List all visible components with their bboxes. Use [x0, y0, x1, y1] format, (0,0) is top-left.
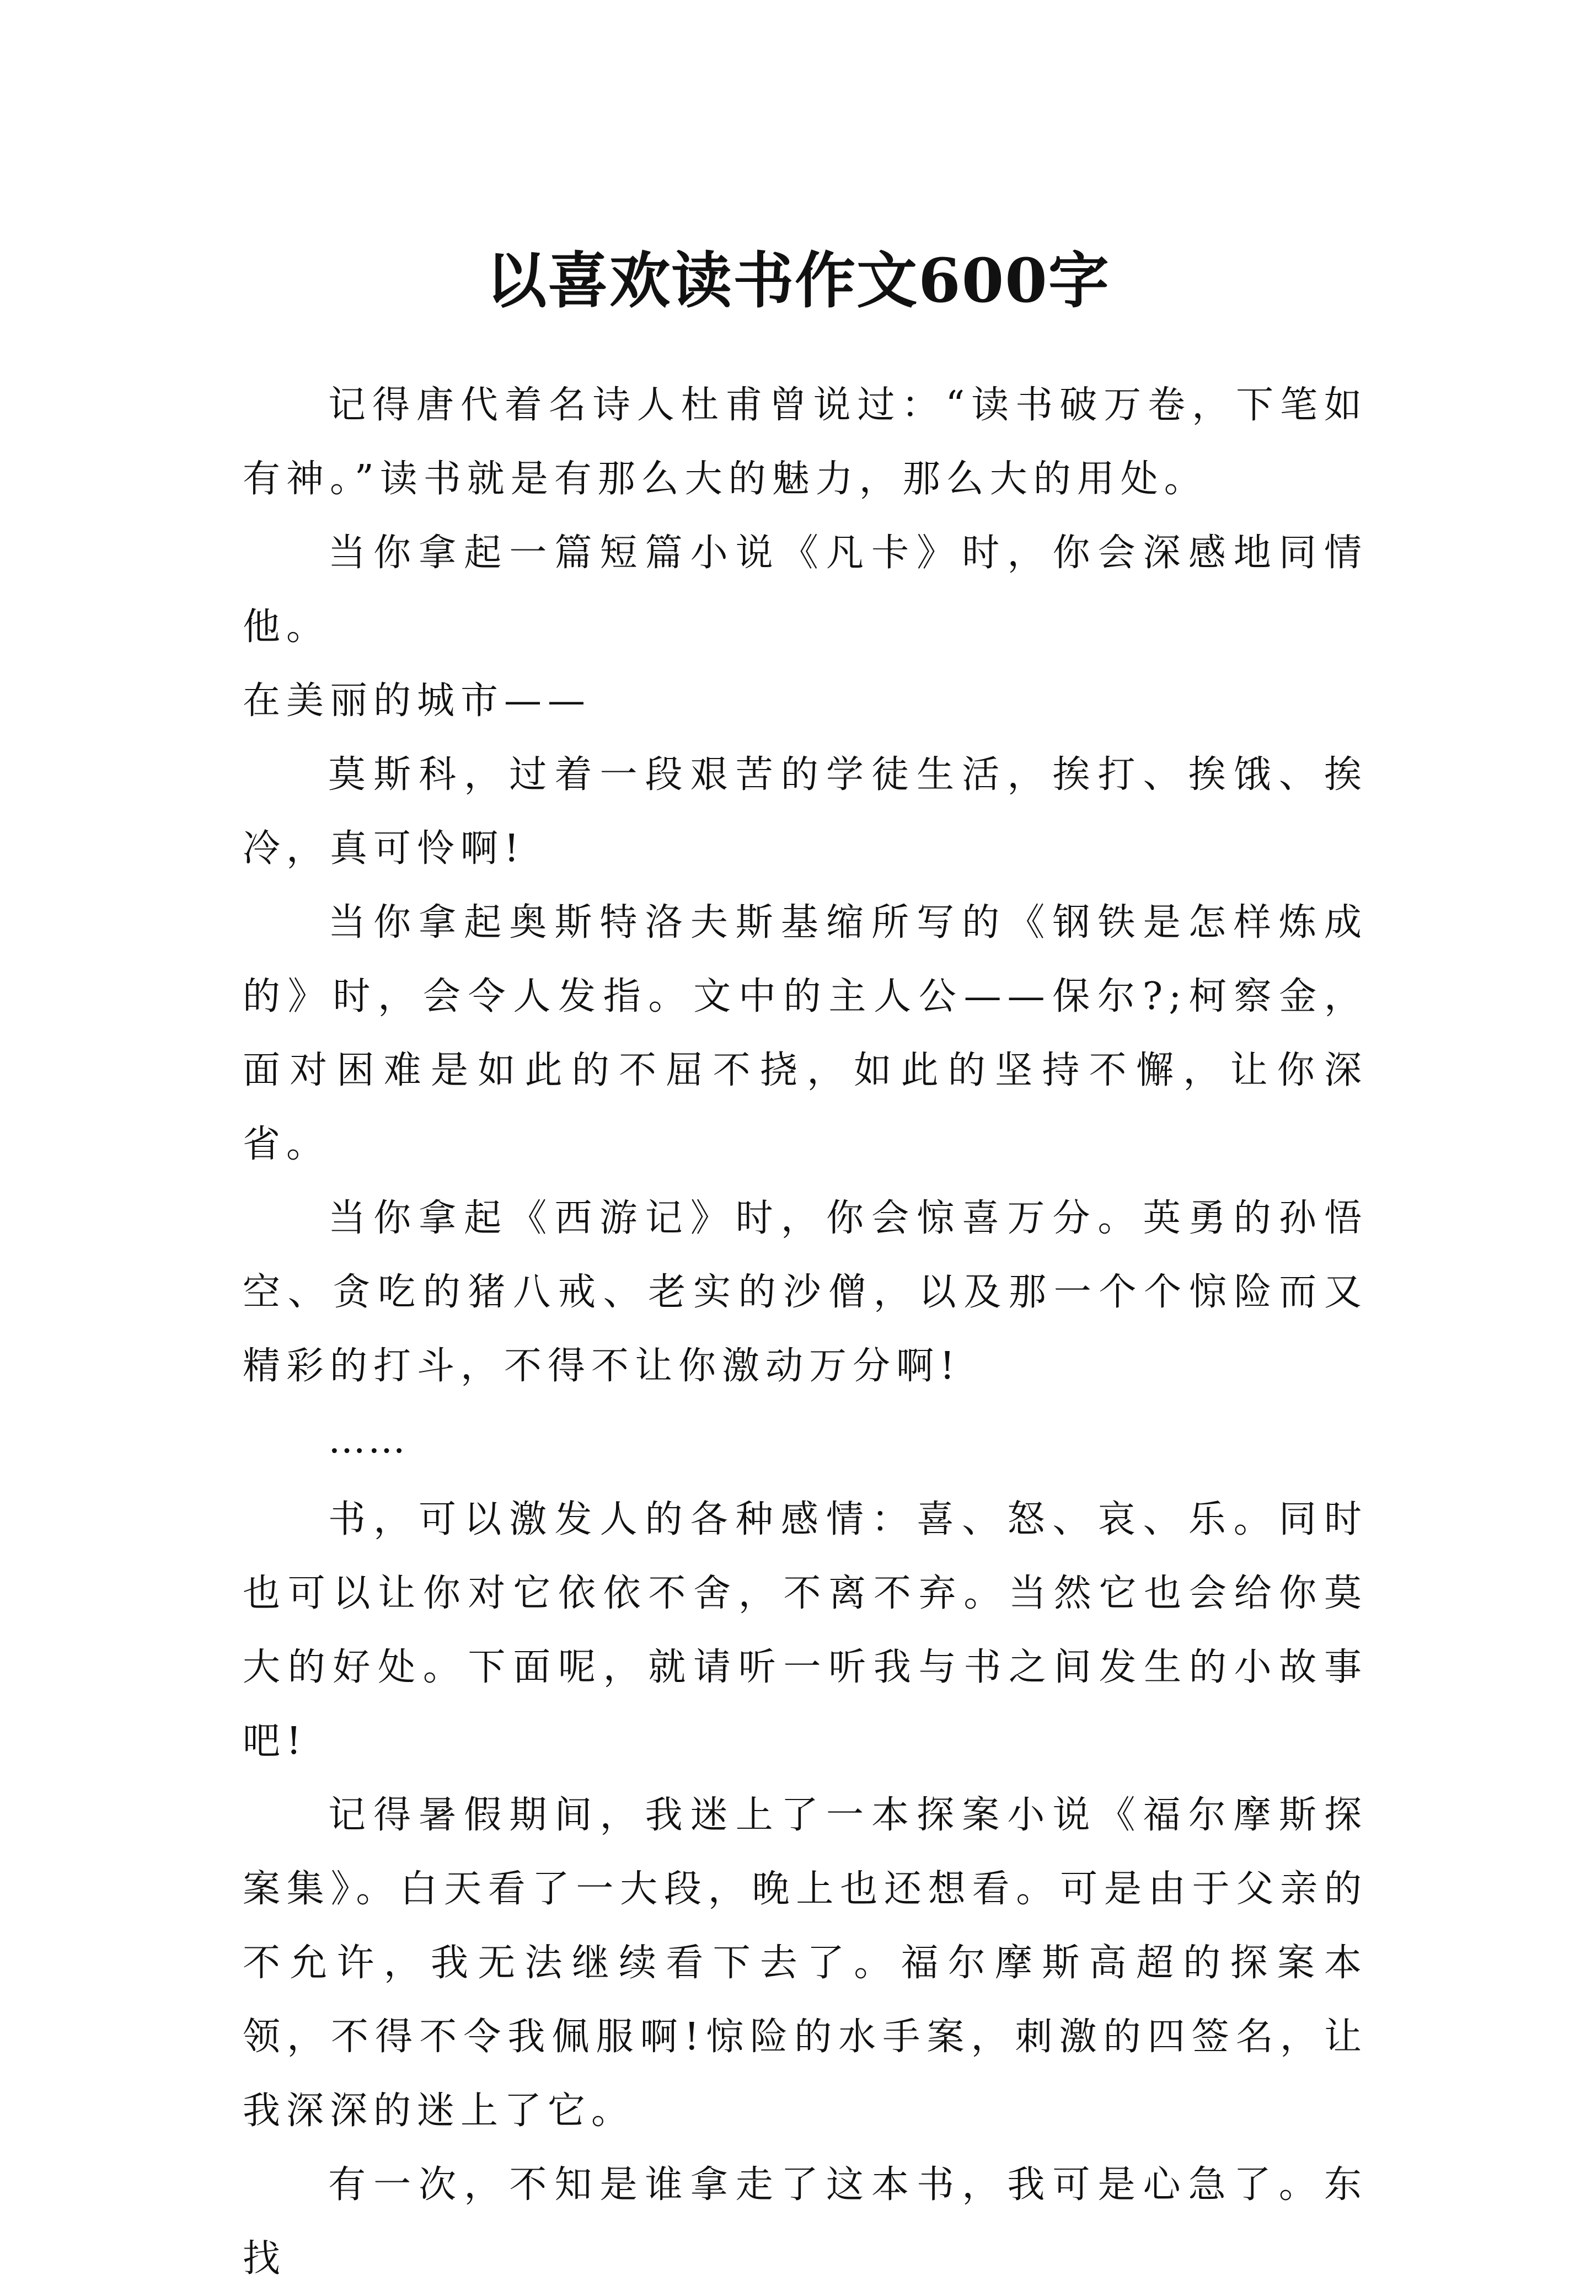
paragraph: 记得暑假期间，我迷上了一本探案小说《福尔摩斯探案集》。白天看了一大段，晚上也还想看。可是由于父亲的不允许，我无法继续看下去了。福尔摩斯高超的探案本领，不得不令我佩服啊!惊险的水手案，刺激的四签名，让我深深的迷上了它。 [243, 1793, 1368, 2133]
paragraph: 书，可以激发人的各种感情：喜、怒、哀、乐。同时也可以让你对它依依不舍，不离不弃。当然它也会给你莫大的好处。下面呢，就请听一听我与书之间发生的小故事吧! [243, 1498, 1368, 1763]
document-body [243, 369, 1368, 2296]
paragraph: 当你拿起《西游记》时，你会惊喜万分。英勇的孙悟空、贪吃的猪八戒、老实的沙僧，以及那一个个惊险而又精彩的打斗，不得不让你激动万分啊! [243, 1197, 1368, 1388]
paragraph: 莫斯科，过着一段艰苦的学徒生活，挨打、挨饿、挨冷，真可怜啊! [243, 753, 1368, 871]
paragraph: 当你拿起一篇短篇小说《凡卡》时，你会深感地同情他。 [243, 531, 1368, 649]
document-title: 以喜欢读书作文600字 [486, 244, 1110, 316]
paragraph: 有一次，不知是谁拿走了这本书，我可是心急了。东找 [243, 2163, 1368, 2281]
ellipsis-line: …… [328, 1418, 408, 1462]
paragraph: 在美丽的城市—— [243, 679, 592, 723]
paragraph: 记得唐代着名诗人杜甫曾说过：“读书破万卷，下笔如有神。”读书就是有那么大的魅力，那么大的用处。 [243, 383, 1368, 501]
paragraph: 当你拿起奥斯特洛夫斯基缩所写的《钢铁是怎样炼成的》时，会令人发指。文中的主人公——保尔?;柯察金，面对困难是如此的不屈不挠，如此的坚持不懈，让你深省。 [243, 901, 1368, 1166]
